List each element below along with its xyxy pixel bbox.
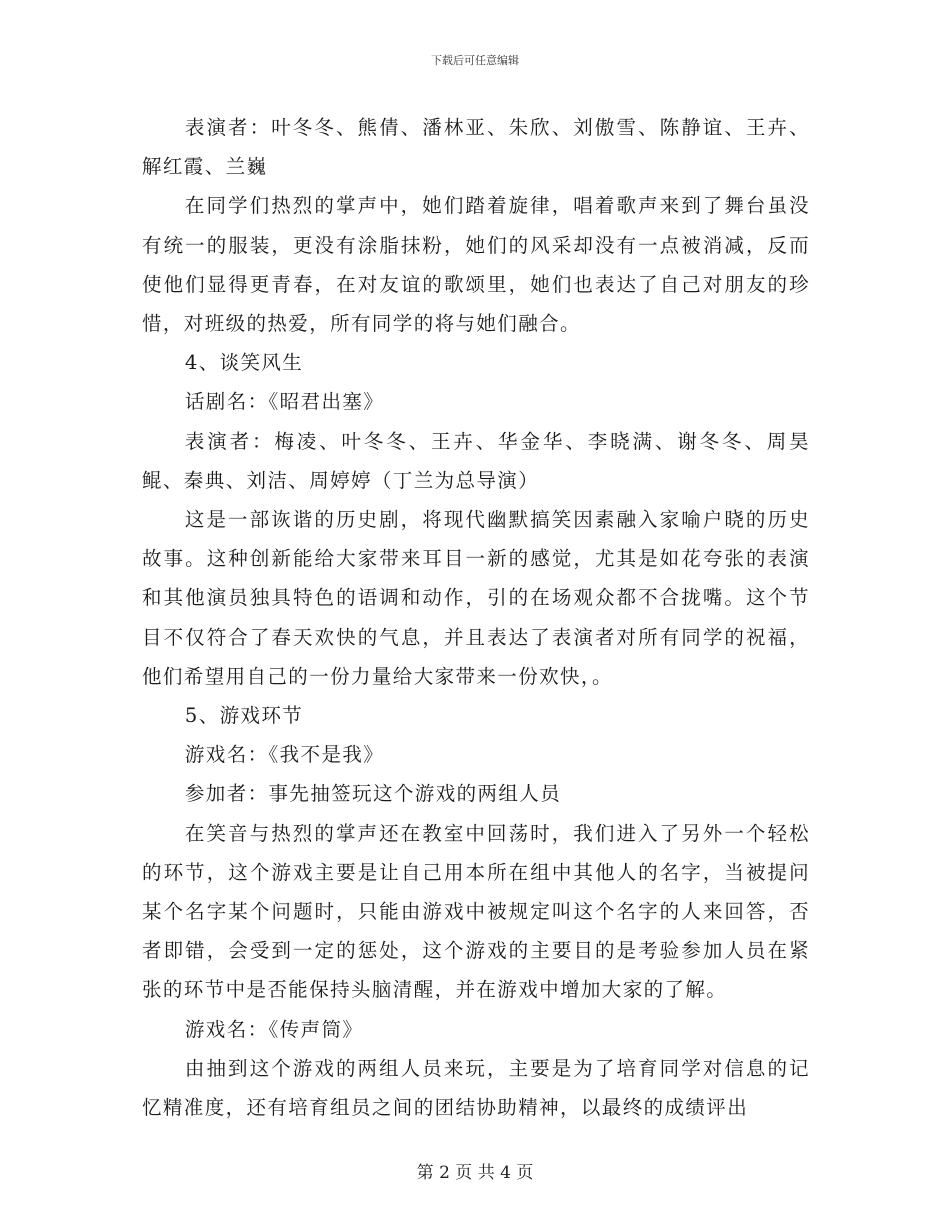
body-paragraph: 这是一部诙谐的历史剧，将现代幽默搞笑因素融入家喻户晓的历史故事。这种创新能给大家带来耳目一新的感觉，尤其是如花夸张的表演和其他演员独具特色的语调和动作，引的在场观众都不合拢嘴。这个节目不仅符合了春天欢快的气息，并且表达了表演者对所有同学的祝福，他们希望用自己的一份力量给大家带来一份欢快，。 — [142, 508, 810, 688]
document-body — [142, 108, 810, 1127]
page-footer: 第 2 页 共 4 页 — [416, 1163, 534, 1183]
game-title: 游戏名：《我不是我》 — [184, 743, 385, 767]
body-paragraph: 由抽到这个游戏的两组人员来玩，主要是为了培育同学对信息的记忆精准度，还有培育组员之间的团结协助精神，以最终的成绩评出 — [142, 1056, 810, 1120]
body-paragraph: 在笑音与热烈的掌声还在教室中回荡时，我们进入了另外一个轻松的环节，这个游戏主要是让自己用本所在组中其他人的名字，当被提问某个名字某个问题时，只能由游戏中被规定叫这个名字的人来回答，否者即错，会受到一定的惩处，这个游戏的主要目的是考验参加人员在紧张的环节中是否能保持头脑清醒，并在游戏中增加大家的了解。 — [142, 821, 810, 1002]
drama-title: 话剧名：《昭君出塞》 — [184, 390, 385, 414]
participants-paragraph: 参加者：事先抽签玩这个游戏的两组人员 — [184, 782, 562, 806]
game-title: 游戏名：《传声筒》 — [184, 1017, 364, 1041]
performers-paragraph: 表演者：叶冬冬、熊倩、潘林亚、朱欣、刘傲雪、陈静谊、王卉、解红霞、兰巍 — [142, 116, 810, 179]
page-header: 下载后可任意编辑 — [431, 54, 519, 67]
body-paragraph: 在同学们热烈的掌声中，她们踏着旋律，唱着歌声来到了舞台虽没有统一的服装，更没有涂脂抹粉，她们的风采却没有一点被消减，反而使他们显得更青春，在对友谊的歌颂里，她们也表达了自己对朋友的珍惜，对班级的热爱，所有同学的将与她们融合。 — [142, 194, 810, 336]
section-heading: 5、游戏环节 — [184, 704, 304, 728]
section-heading: 4、谈笑风生 — [184, 351, 304, 375]
performers-paragraph: 表演者：梅凌、叶冬冬、王卉、华金华、李晓满、谢冬冬、周昊鲲、秦典、刘洁、周婷婷（丁兰为总导演） — [142, 429, 810, 492]
